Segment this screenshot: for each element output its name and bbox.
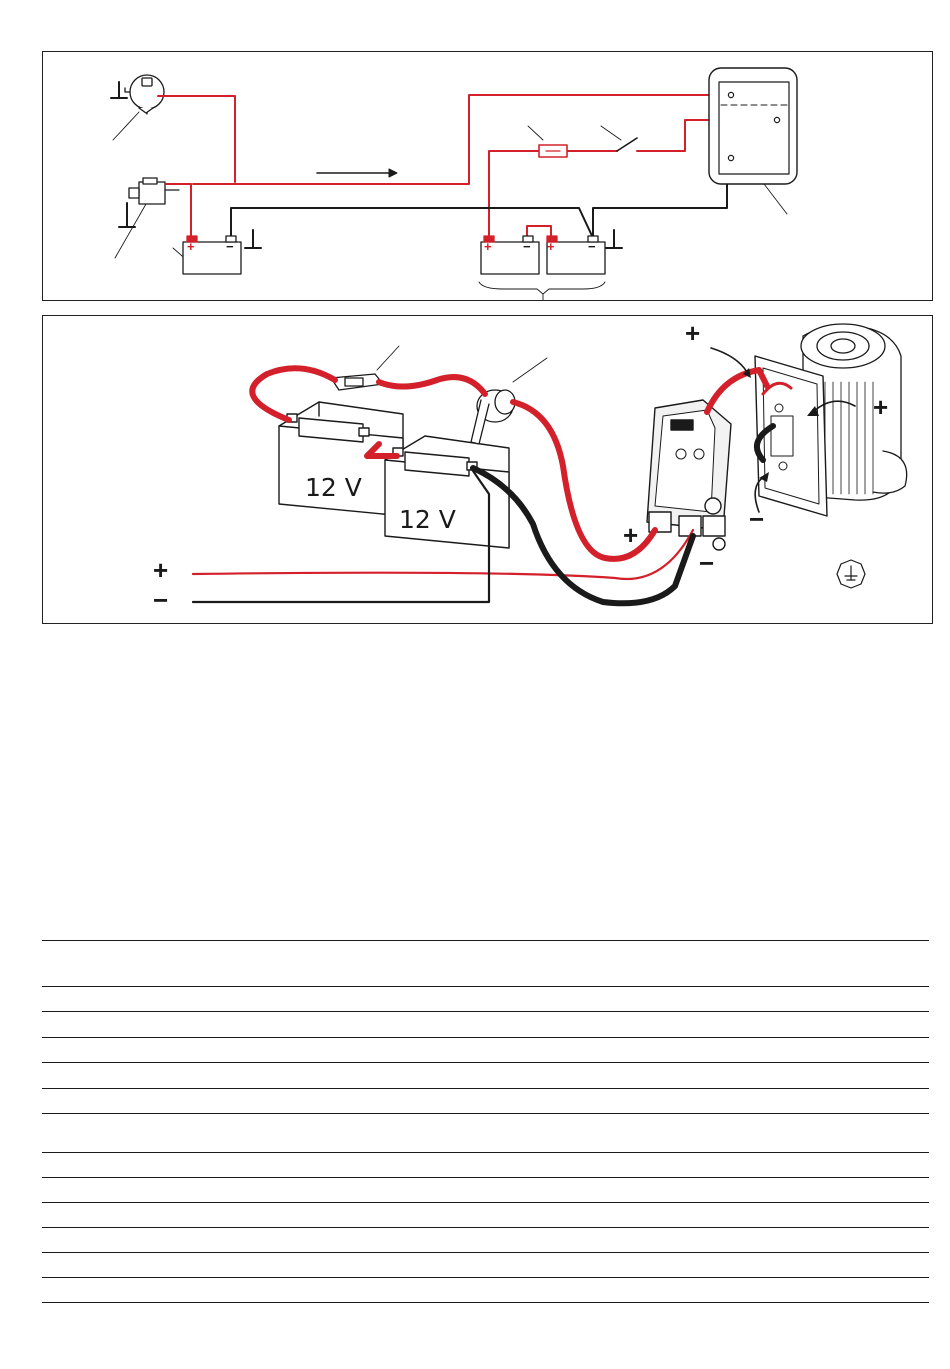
negative-wiring — [231, 158, 727, 238]
control-module — [647, 400, 731, 550]
alternator — [125, 75, 164, 114]
battery-service-2-minus: − — [588, 239, 596, 254]
battery-service-2-plus: + — [547, 239, 555, 254]
starter-motor — [129, 178, 179, 204]
table-rule — [42, 1113, 929, 1114]
module-plus-sign: + — [623, 520, 639, 550]
legend-plus-sign: + — [153, 555, 169, 585]
table-rule — [42, 1252, 929, 1253]
battery-starter-plus: + — [187, 239, 195, 254]
legend-minus-sign: − — [153, 585, 169, 615]
installation-illustration-panel — [42, 315, 933, 624]
battery-left-voltage-label: 12 V — [305, 473, 362, 502]
table-rule — [42, 1011, 929, 1012]
wiring-schematic-drawing — [43, 52, 932, 300]
battery-service-1-plus: + — [484, 239, 492, 254]
ground-symbols — [111, 82, 622, 248]
positive-wiring — [158, 95, 777, 242]
wiring-schematic-panel — [42, 51, 933, 301]
battery-service-2 — [547, 236, 605, 274]
battery-switch — [471, 390, 515, 444]
installation-illustration-drawing — [43, 316, 932, 623]
module-minus-sign: − — [699, 548, 715, 578]
current-direction-arrow — [317, 169, 397, 177]
fuse-holder — [331, 374, 383, 390]
empty-table-rules — [42, 940, 929, 1305]
box-plus-sign-top: + — [685, 318, 701, 348]
table-rule — [42, 1177, 929, 1178]
table-rule — [42, 1088, 929, 1089]
battery-starter-minus: − — [226, 239, 234, 254]
table-rule — [42, 1277, 929, 1278]
battery-service-1-minus: − — [523, 239, 531, 254]
main-switch-symbol — [617, 138, 637, 151]
table-rule — [42, 1227, 929, 1228]
battery-right-voltage-label: 12 V — [399, 505, 456, 534]
box-plus-sign-right: + — [873, 392, 889, 422]
ground-symbol-icon — [837, 560, 865, 588]
table-rule — [42, 1302, 929, 1303]
table-rule — [42, 1152, 929, 1153]
table-rule — [42, 1062, 929, 1063]
control-unit — [709, 68, 797, 184]
box-minus-sign: − — [749, 504, 765, 534]
table-rule — [42, 1037, 929, 1038]
table-rule — [42, 1202, 929, 1203]
table-rule — [42, 986, 929, 987]
table-rule — [42, 940, 929, 941]
